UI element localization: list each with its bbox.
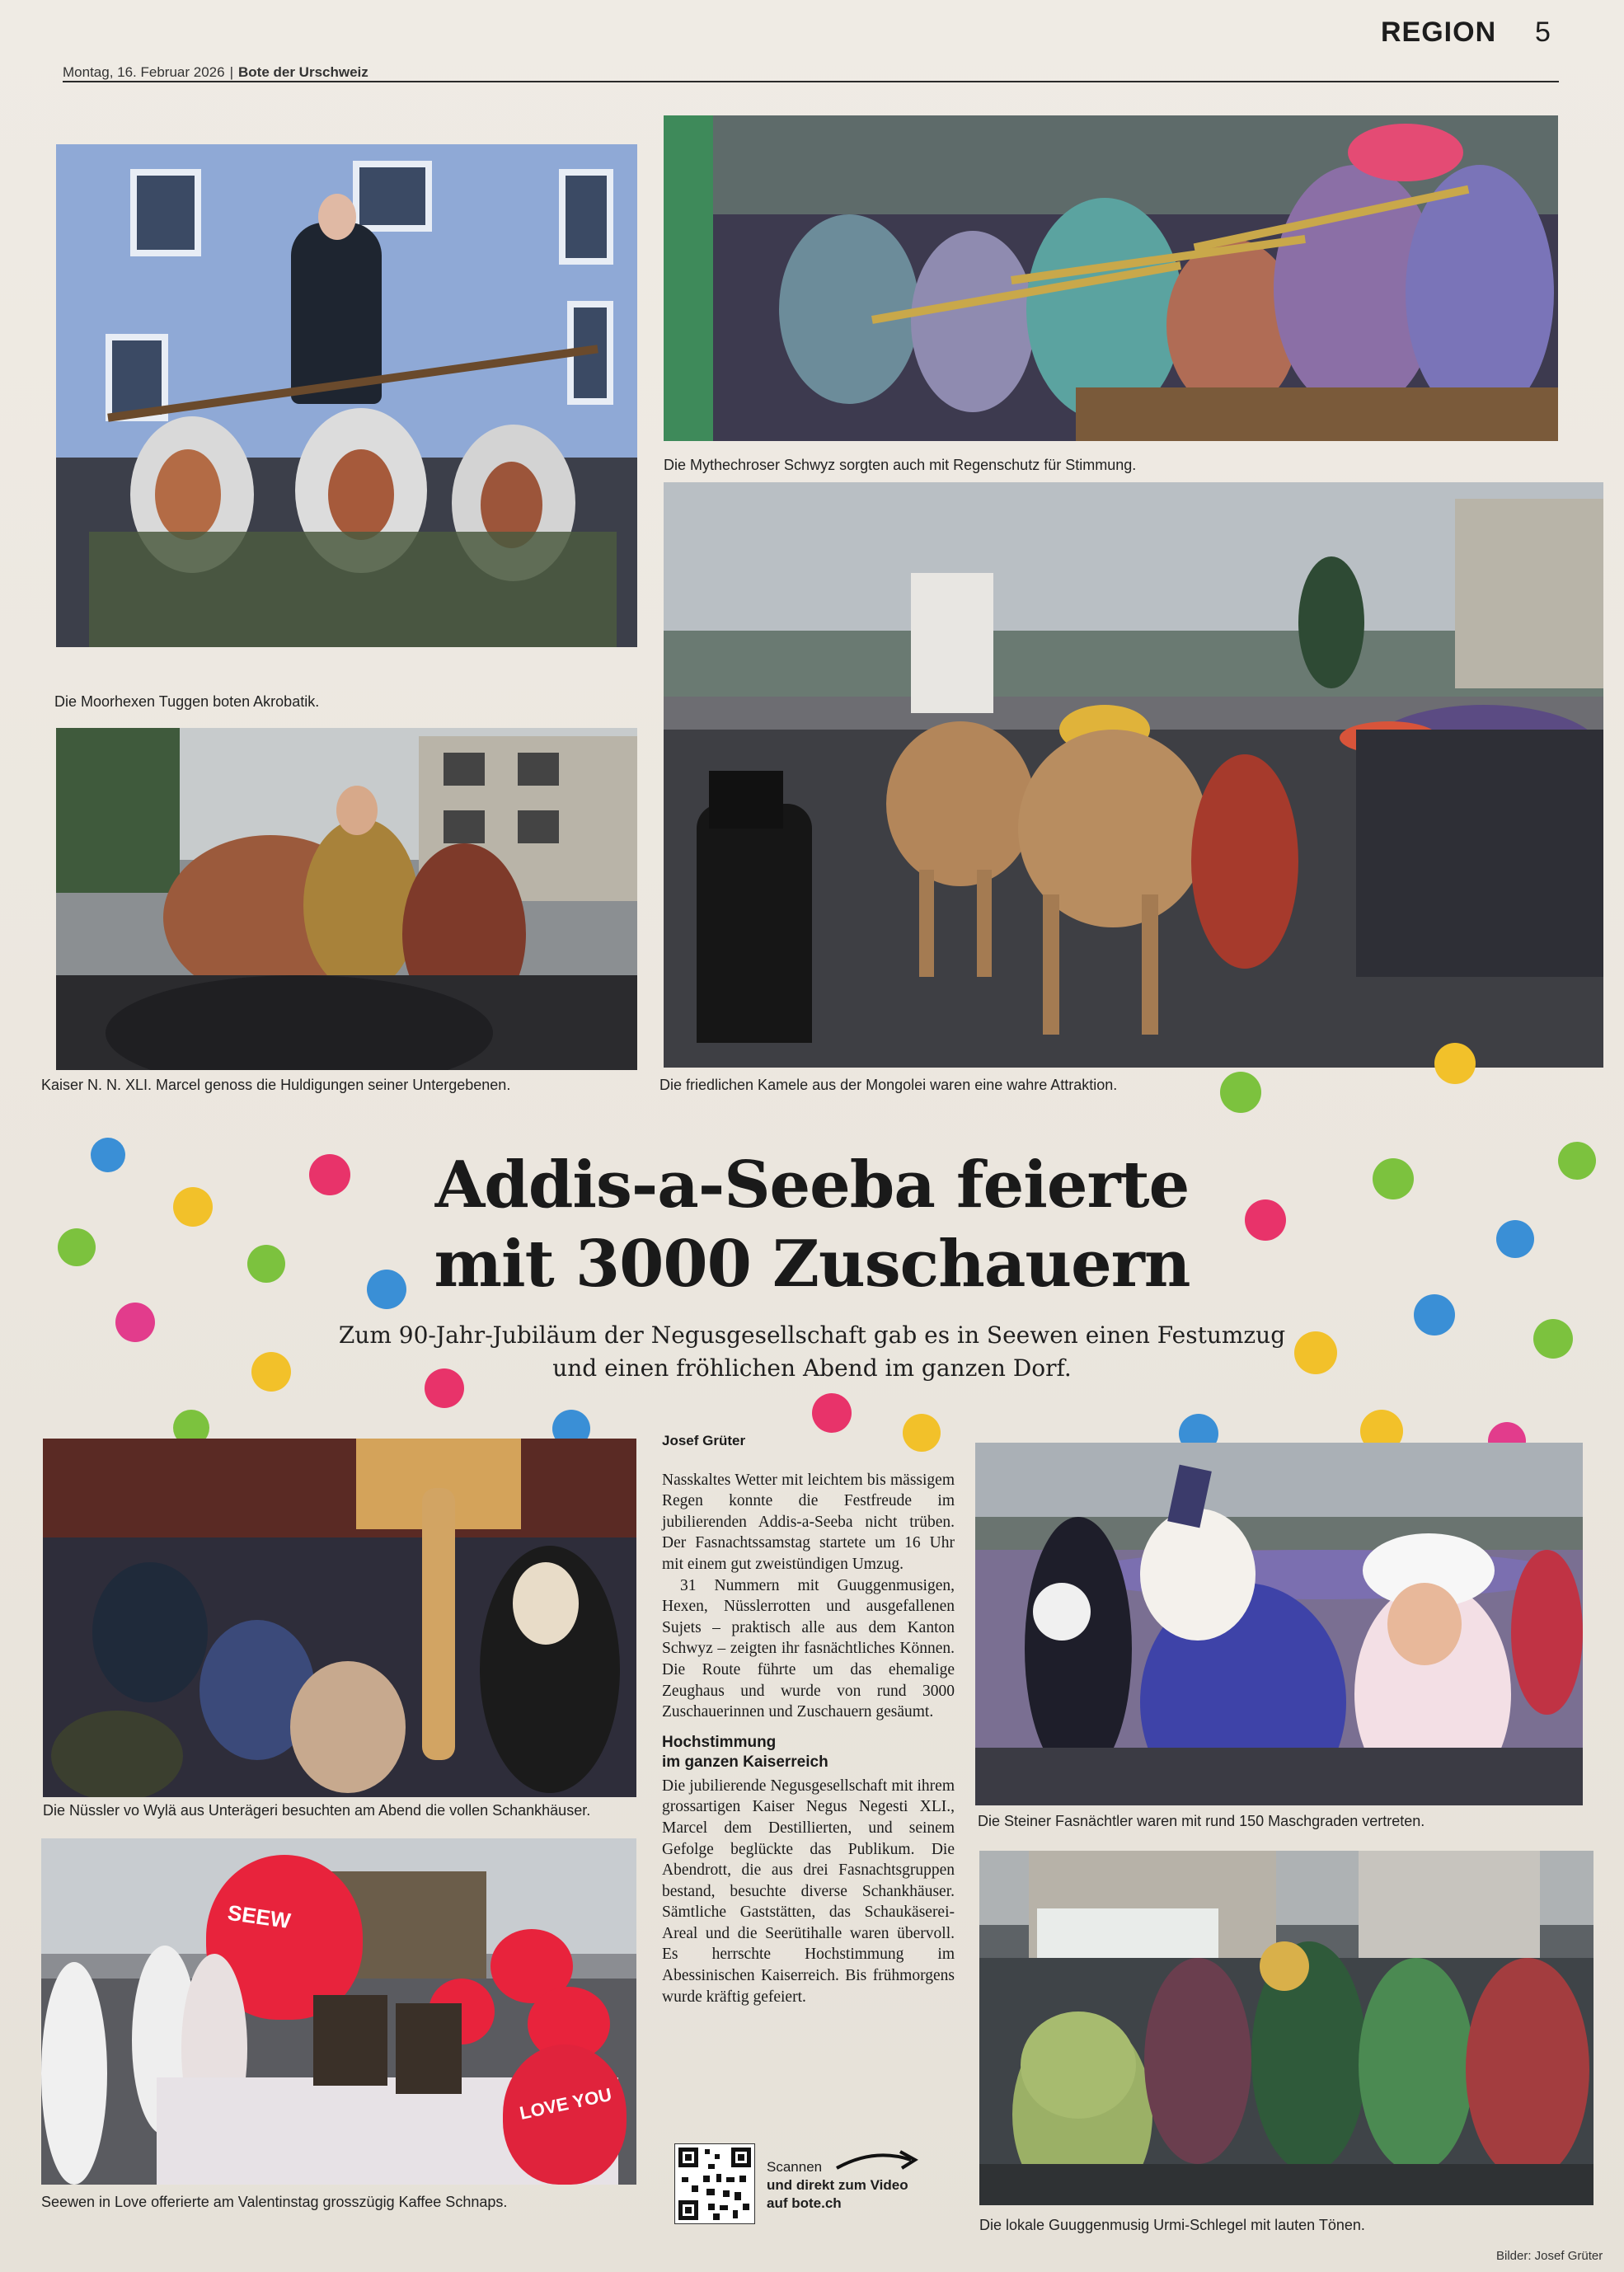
caption-moorhexen: Die Moorhexen Tuggen boten Akrobatik. — [54, 693, 320, 710]
subhead-line-2: im ganzen Kaiserreich — [662, 1753, 828, 1771]
confetti-dot — [91, 1138, 125, 1172]
caption-nuessler: Die Nüssler vo Wylä aus Unterägeri besuchten am Abend die vollen Schankhäuser. — [43, 1802, 591, 1819]
caption-steiner: Die Steiner Fasnächtler waren mit rund 150 Maschgraden vertreten. — [978, 1813, 1425, 1829]
headline-line-1: Addis-a-Seeba feierte — [434, 1148, 1190, 1223]
confetti-dot — [251, 1352, 291, 1392]
confetti-dot — [115, 1303, 155, 1342]
confetti-dot — [58, 1228, 96, 1266]
arrow-right-icon — [833, 2143, 923, 2176]
article-paragraph-1: Nasskaltes Wetter mit leichtem bis mässigem Regen konnte die Festfreude im jubilierenden Addis-a-Seeba nicht trüben. Der Fasnachtssamstag startete um 16 Uhr mit einem gut zweistündigen Umzug. — [662, 1471, 955, 1573]
article-byline: Josef Grüter — [662, 1433, 746, 1448]
article-lead: Zum 90-Jahr-Jubiläum der Negusgesellschaft gab es in Seewen einen Festumzug und einen fröhlichen Abend im ganzen Dorf. — [338, 1321, 1286, 1382]
photo-kamele — [664, 482, 1603, 1068]
confetti-dot — [367, 1270, 406, 1309]
caption-mythechroser: Die Mythechroser Schwyz sorgten auch mit Regenschutz für Stimmung. — [664, 457, 1137, 473]
photo-mythechroser — [664, 115, 1558, 441]
confetti-dot — [1496, 1220, 1534, 1258]
section-name: REGION — [1381, 16, 1497, 48]
photo-steiner — [975, 1443, 1583, 1805]
article-subhead — [662, 1733, 955, 1772]
headline-line-2: mit 3000 Zuschauern — [434, 1227, 1190, 1302]
photo-moorhexen — [56, 144, 637, 647]
qr-pattern-icon — [675, 2144, 754, 2223]
confetti-dot — [309, 1154, 350, 1195]
confetti-dot — [1373, 1158, 1414, 1199]
subhead-line-1: Hochstimmung — [662, 1733, 777, 1751]
scan-line-3: auf bote.ch — [767, 2195, 842, 2211]
photo-kaiser — [56, 728, 637, 1070]
caption-seewen-love: Seewen in Love offerierte am Valentinstag grosszügig Kaffee Schnaps. — [41, 2194, 508, 2210]
heart-sign-text: LOVE YOU — [518, 2083, 614, 2124]
scan-line-1: Scannen — [767, 2159, 823, 2175]
confetti-dot — [1558, 1142, 1596, 1180]
confetti-dot — [1414, 1294, 1455, 1336]
confetti-dot — [1294, 1331, 1337, 1374]
photo-nuessler — [43, 1439, 636, 1797]
header-rule — [63, 81, 1559, 82]
photo-seewen-love — [41, 1838, 636, 2185]
confetti-dot — [1434, 1043, 1476, 1084]
confetti-dot — [247, 1245, 285, 1283]
caption-guggenmusig: Die lokale Guuggenmusig Urmi-Schlegel mit lauten Tönen. — [979, 2217, 1365, 2233]
photo-credit: Bilder: Josef Grüter — [1496, 2249, 1603, 2263]
confetti-dot — [173, 1187, 213, 1227]
qr-code[interactable] — [674, 2143, 755, 2224]
photo-guggenmusig — [979, 1851, 1593, 2205]
confetti-dot — [425, 1368, 464, 1408]
article-paragraph-2: 31 Nummern mit Guuggenmusigen, Hexen, Nüsslerrotten und ausgefallenen Sujets – praktisch alle aus dem Kanton Schwyz – zeigten ihr fasnächtliches Können. Die Route führte um das ehemalige Zeughaus und wurde von rund 3000 Zuschauerinnen und Zuschauern gesäumt. — [662, 1576, 955, 1721]
page-number: 5 — [1535, 16, 1551, 48]
article-paragraph-3: Die jubilierende Negusgesellschaft mit ihrem grossartigen Kaiser Negus Negesti XLI., Marcel dem Destillierten, und seinem Gefolge beglückte das Publikum. Die Abendrott, die aus drei Fasnachtsgruppen bestand, besuchte diverse Schankhäuser. Sämtliche Gaststätten, das Schaukäserei-Areal und die Seerütihalle waren übervoll. Es herrschte Hochstimmung im Abessinischen Kaiserreich. Bis frühmorgens wurde kräftig gefeiert. — [662, 1777, 955, 2006]
confetti-dot — [1533, 1319, 1573, 1359]
confetti-dot — [1245, 1199, 1286, 1241]
dateline-separator: | — [229, 64, 233, 80]
caption-kaiser: Kaiser N. N. XLI. Marcel genoss die Huldigungen seiner Untergebenen. — [41, 1077, 511, 1093]
seewen-sign-text: SEEW — [226, 1899, 293, 1934]
caption-kamele: Die friedlichen Kamele aus der Mongolei waren eine wahre Attraktion. — [659, 1077, 1118, 1093]
dateline — [63, 64, 368, 81]
newspaper-name: Bote der Urschweiz — [238, 64, 368, 80]
confetti-dot — [812, 1393, 852, 1433]
issue-date: Montag, 16. Februar 2026 — [63, 64, 225, 80]
article-body — [662, 1430, 955, 2007]
scan-line-2: und direkt zum Video — [767, 2177, 908, 2193]
confetti-dot — [1220, 1072, 1261, 1113]
